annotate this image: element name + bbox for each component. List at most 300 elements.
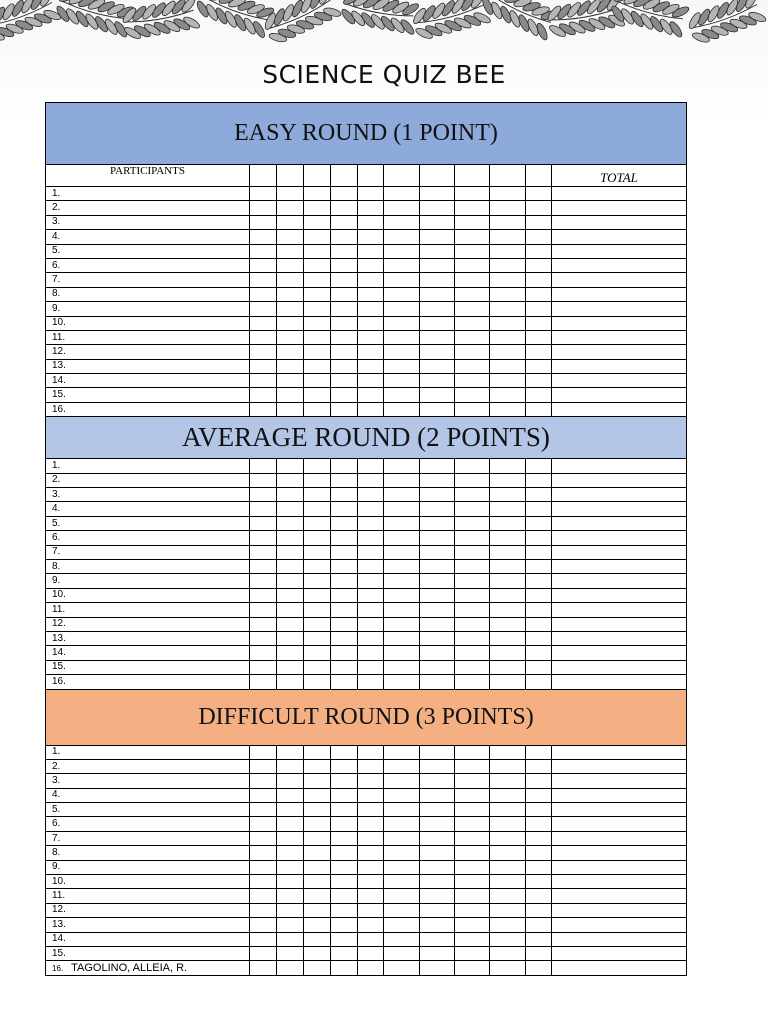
score-cell[interactable] [358, 559, 384, 573]
score-cell[interactable] [384, 345, 420, 359]
score-cell[interactable] [304, 374, 331, 388]
score-cell[interactable] [277, 660, 304, 674]
score-cell[interactable] [304, 918, 331, 932]
score-cell[interactable] [250, 473, 277, 487]
score-cell[interactable] [277, 603, 304, 617]
total-cell[interactable] [552, 359, 687, 373]
score-cell[interactable] [304, 201, 331, 215]
total-cell[interactable] [552, 345, 687, 359]
score-cell[interactable] [455, 903, 490, 917]
score-cell[interactable] [455, 860, 490, 874]
score-cell[interactable] [358, 903, 384, 917]
score-cell[interactable] [420, 903, 455, 917]
score-cell[interactable] [358, 788, 384, 802]
score-cell[interactable] [384, 559, 420, 573]
score-cell[interactable] [455, 388, 490, 402]
score-cell[interactable] [455, 502, 490, 516]
participant-name-cell[interactable] [46, 359, 250, 373]
score-cell[interactable] [304, 774, 331, 788]
total-cell[interactable] [552, 932, 687, 946]
score-cell[interactable] [420, 574, 455, 588]
score-cell[interactable] [490, 803, 526, 817]
score-cell[interactable] [277, 559, 304, 573]
score-cell[interactable] [420, 316, 455, 330]
score-cell[interactable] [420, 258, 455, 272]
participant-name-cell[interactable] [46, 946, 250, 960]
score-cell[interactable] [277, 831, 304, 845]
score-cell[interactable] [490, 831, 526, 845]
participant-name-cell[interactable] [46, 201, 250, 215]
score-cell[interactable] [277, 588, 304, 602]
score-cell[interactable] [384, 588, 420, 602]
participant-name-cell[interactable] [46, 488, 250, 502]
score-cell[interactable] [358, 774, 384, 788]
score-cell[interactable] [277, 345, 304, 359]
score-cell[interactable] [526, 660, 552, 674]
score-cell[interactable] [384, 759, 420, 773]
score-cell[interactable] [490, 287, 526, 301]
total-cell[interactable] [552, 617, 687, 631]
score-cell[interactable] [250, 230, 277, 244]
score-cell[interactable] [490, 316, 526, 330]
score-cell[interactable] [358, 660, 384, 674]
score-cell[interactable] [331, 875, 358, 889]
score-cell[interactable] [420, 932, 455, 946]
score-cell[interactable] [277, 302, 304, 316]
score-cell[interactable] [250, 788, 277, 802]
score-cell[interactable] [277, 631, 304, 645]
total-cell[interactable] [552, 316, 687, 330]
score-cell[interactable] [455, 932, 490, 946]
total-cell[interactable] [552, 588, 687, 602]
score-cell[interactable] [331, 215, 358, 229]
score-cell[interactable] [490, 201, 526, 215]
score-cell[interactable] [277, 574, 304, 588]
score-cell[interactable] [490, 745, 526, 759]
score-cell[interactable] [420, 402, 455, 416]
score-cell[interactable] [358, 330, 384, 344]
score-cell[interactable] [331, 258, 358, 272]
score-cell[interactable] [304, 531, 331, 545]
score-cell[interactable] [250, 817, 277, 831]
score-cell[interactable] [250, 903, 277, 917]
score-cell[interactable] [277, 516, 304, 530]
score-cell[interactable] [331, 603, 358, 617]
participant-name-cell[interactable] [46, 516, 250, 530]
score-cell[interactable] [490, 875, 526, 889]
score-cell[interactable] [455, 603, 490, 617]
participant-name-cell[interactable] [46, 302, 250, 316]
score-cell[interactable] [384, 745, 420, 759]
score-cell[interactable] [420, 559, 455, 573]
score-cell[interactable] [277, 774, 304, 788]
score-cell[interactable] [304, 187, 331, 201]
score-cell[interactable] [358, 345, 384, 359]
score-cell[interactable] [526, 402, 552, 416]
score-cell[interactable] [420, 531, 455, 545]
total-cell[interactable] [552, 330, 687, 344]
score-cell[interactable] [490, 230, 526, 244]
score-cell[interactable] [455, 244, 490, 258]
score-cell[interactable] [526, 201, 552, 215]
participant-name-cell[interactable] [46, 903, 250, 917]
score-cell[interactable] [455, 946, 490, 960]
score-cell[interactable] [526, 287, 552, 301]
total-cell[interactable] [552, 846, 687, 860]
score-cell[interactable] [331, 187, 358, 201]
score-cell[interactable] [384, 646, 420, 660]
score-cell[interactable] [384, 603, 420, 617]
participant-name-cell[interactable] [46, 388, 250, 402]
score-cell[interactable] [250, 889, 277, 903]
score-cell[interactable] [277, 817, 304, 831]
score-cell[interactable] [384, 903, 420, 917]
total-cell[interactable] [552, 875, 687, 889]
score-cell[interactable] [250, 875, 277, 889]
score-cell[interactable] [526, 803, 552, 817]
score-cell[interactable] [331, 459, 358, 473]
score-cell[interactable] [304, 588, 331, 602]
participant-name-cell[interactable] [46, 531, 250, 545]
total-cell[interactable] [552, 488, 687, 502]
score-cell[interactable] [358, 473, 384, 487]
participant-name-cell[interactable] [46, 502, 250, 516]
participant-name-cell[interactable] [46, 574, 250, 588]
score-cell[interactable] [455, 961, 490, 975]
score-cell[interactable] [384, 788, 420, 802]
score-cell[interactable] [526, 631, 552, 645]
score-cell[interactable] [490, 817, 526, 831]
score-cell[interactable] [455, 330, 490, 344]
score-cell[interactable] [384, 187, 420, 201]
score-cell[interactable] [526, 774, 552, 788]
score-cell[interactable] [526, 531, 552, 545]
score-cell[interactable] [331, 273, 358, 287]
score-cell[interactable] [490, 374, 526, 388]
score-cell[interactable] [455, 545, 490, 559]
score-cell[interactable] [420, 273, 455, 287]
score-cell[interactable] [277, 745, 304, 759]
score-cell[interactable] [304, 660, 331, 674]
score-cell[interactable] [384, 287, 420, 301]
score-cell[interactable] [384, 803, 420, 817]
score-cell[interactable] [277, 258, 304, 272]
score-cell[interactable] [455, 759, 490, 773]
score-cell[interactable] [384, 201, 420, 215]
participant-name-cell[interactable] [46, 287, 250, 301]
score-cell[interactable] [420, 875, 455, 889]
score-cell[interactable] [250, 932, 277, 946]
score-cell[interactable] [420, 675, 455, 689]
total-cell[interactable] [552, 603, 687, 617]
score-cell[interactable] [277, 316, 304, 330]
score-cell[interactable] [526, 946, 552, 960]
score-cell[interactable] [304, 473, 331, 487]
score-cell[interactable] [526, 187, 552, 201]
score-cell[interactable] [490, 574, 526, 588]
score-cell[interactable] [420, 459, 455, 473]
score-cell[interactable] [277, 889, 304, 903]
score-cell[interactable] [490, 215, 526, 229]
score-cell[interactable] [358, 817, 384, 831]
score-cell[interactable] [277, 788, 304, 802]
score-cell[interactable] [358, 187, 384, 201]
score-cell[interactable] [304, 846, 331, 860]
score-cell[interactable] [384, 302, 420, 316]
score-cell[interactable] [490, 402, 526, 416]
participant-name-cell[interactable] [46, 803, 250, 817]
score-cell[interactable] [490, 918, 526, 932]
total-cell[interactable] [552, 402, 687, 416]
score-cell[interactable] [277, 273, 304, 287]
score-cell[interactable] [526, 745, 552, 759]
participant-name-cell[interactable] [46, 258, 250, 272]
score-cell[interactable] [304, 617, 331, 631]
score-cell[interactable] [277, 903, 304, 917]
score-cell[interactable] [420, 788, 455, 802]
score-cell[interactable] [358, 359, 384, 373]
score-cell[interactable] [358, 588, 384, 602]
score-cell[interactable] [331, 345, 358, 359]
score-cell[interactable] [420, 860, 455, 874]
score-cell[interactable] [331, 932, 358, 946]
score-cell[interactable] [304, 545, 331, 559]
score-cell[interactable] [331, 559, 358, 573]
score-cell[interactable] [420, 660, 455, 674]
score-cell[interactable] [384, 531, 420, 545]
score-cell[interactable] [526, 516, 552, 530]
score-cell[interactable] [455, 875, 490, 889]
score-cell[interactable] [455, 559, 490, 573]
score-cell[interactable] [420, 187, 455, 201]
score-cell[interactable] [420, 374, 455, 388]
score-cell[interactable] [455, 187, 490, 201]
score-cell[interactable] [250, 759, 277, 773]
participant-name-cell[interactable] [46, 788, 250, 802]
participant-name-cell[interactable] [46, 559, 250, 573]
participant-name-cell[interactable] [46, 759, 250, 773]
score-cell[interactable] [420, 502, 455, 516]
total-cell[interactable] [552, 559, 687, 573]
score-cell[interactable] [250, 187, 277, 201]
total-cell[interactable] [552, 574, 687, 588]
score-cell[interactable] [250, 675, 277, 689]
total-cell[interactable] [552, 545, 687, 559]
score-cell[interactable] [420, 201, 455, 215]
score-cell[interactable] [490, 660, 526, 674]
score-cell[interactable] [384, 459, 420, 473]
score-cell[interactable] [304, 244, 331, 258]
score-cell[interactable] [526, 215, 552, 229]
score-cell[interactable] [358, 531, 384, 545]
total-cell[interactable] [552, 759, 687, 773]
score-cell[interactable] [455, 273, 490, 287]
score-cell[interactable] [331, 803, 358, 817]
score-cell[interactable] [455, 831, 490, 845]
score-cell[interactable] [490, 516, 526, 530]
score-cell[interactable] [420, 545, 455, 559]
participant-name-cell[interactable] [46, 545, 250, 559]
score-cell[interactable] [455, 774, 490, 788]
score-cell[interactable] [384, 488, 420, 502]
score-cell[interactable] [490, 473, 526, 487]
score-cell[interactable] [277, 961, 304, 975]
score-cell[interactable] [331, 617, 358, 631]
score-cell[interactable] [420, 388, 455, 402]
score-cell[interactable] [490, 603, 526, 617]
score-cell[interactable] [455, 374, 490, 388]
score-cell[interactable] [384, 660, 420, 674]
score-cell[interactable] [358, 860, 384, 874]
score-cell[interactable] [455, 473, 490, 487]
score-cell[interactable] [331, 903, 358, 917]
score-cell[interactable] [420, 759, 455, 773]
participant-name-cell[interactable] [46, 875, 250, 889]
total-cell[interactable] [552, 860, 687, 874]
participant-name-cell[interactable] [46, 330, 250, 344]
score-cell[interactable] [250, 459, 277, 473]
score-cell[interactable] [420, 588, 455, 602]
score-cell[interactable] [526, 258, 552, 272]
score-cell[interactable] [250, 316, 277, 330]
score-cell[interactable] [455, 803, 490, 817]
score-cell[interactable] [331, 831, 358, 845]
participant-name-cell[interactable] [46, 215, 250, 229]
score-cell[interactable] [455, 788, 490, 802]
score-cell[interactable] [526, 330, 552, 344]
score-cell[interactable] [455, 488, 490, 502]
score-cell[interactable] [331, 788, 358, 802]
participant-name-cell[interactable] [46, 273, 250, 287]
participant-name-cell[interactable] [46, 831, 250, 845]
total-cell[interactable] [552, 473, 687, 487]
score-cell[interactable] [331, 302, 358, 316]
score-cell[interactable] [304, 875, 331, 889]
score-cell[interactable] [304, 946, 331, 960]
score-cell[interactable] [304, 459, 331, 473]
total-cell[interactable] [552, 646, 687, 660]
score-cell[interactable] [331, 359, 358, 373]
total-cell[interactable] [552, 459, 687, 473]
score-cell[interactable] [490, 946, 526, 960]
score-cell[interactable] [331, 244, 358, 258]
total-cell[interactable] [552, 531, 687, 545]
score-cell[interactable] [384, 932, 420, 946]
score-cell[interactable] [455, 918, 490, 932]
score-cell[interactable] [490, 860, 526, 874]
score-cell[interactable] [384, 946, 420, 960]
score-cell[interactable] [331, 588, 358, 602]
score-cell[interactable] [526, 932, 552, 946]
score-cell[interactable] [250, 488, 277, 502]
score-cell[interactable] [331, 774, 358, 788]
participant-name-cell[interactable] [46, 588, 250, 602]
score-cell[interactable] [420, 359, 455, 373]
score-cell[interactable] [384, 774, 420, 788]
score-cell[interactable] [358, 617, 384, 631]
score-cell[interactable] [490, 932, 526, 946]
score-cell[interactable] [420, 603, 455, 617]
score-cell[interactable] [455, 258, 490, 272]
score-cell[interactable] [526, 646, 552, 660]
score-cell[interactable] [420, 946, 455, 960]
score-cell[interactable] [277, 875, 304, 889]
score-cell[interactable] [277, 473, 304, 487]
score-cell[interactable] [358, 516, 384, 530]
score-cell[interactable] [277, 617, 304, 631]
score-cell[interactable] [384, 388, 420, 402]
score-cell[interactable] [250, 516, 277, 530]
score-cell[interactable] [358, 215, 384, 229]
participant-name-cell[interactable] [46, 473, 250, 487]
score-cell[interactable] [277, 759, 304, 773]
score-cell[interactable] [420, 745, 455, 759]
score-cell[interactable] [490, 759, 526, 773]
score-cell[interactable] [526, 302, 552, 316]
score-cell[interactable] [358, 244, 384, 258]
score-cell[interactable] [420, 961, 455, 975]
score-cell[interactable] [455, 359, 490, 373]
score-cell[interactable] [420, 918, 455, 932]
score-cell[interactable] [358, 502, 384, 516]
score-cell[interactable] [384, 258, 420, 272]
score-cell[interactable] [250, 774, 277, 788]
total-cell[interactable] [552, 675, 687, 689]
total-cell[interactable] [552, 388, 687, 402]
score-cell[interactable] [277, 459, 304, 473]
score-cell[interactable] [384, 961, 420, 975]
participant-name-cell[interactable] [46, 961, 250, 975]
score-cell[interactable] [420, 345, 455, 359]
score-cell[interactable] [277, 545, 304, 559]
score-cell[interactable] [304, 803, 331, 817]
score-cell[interactable] [455, 817, 490, 831]
score-cell[interactable] [420, 617, 455, 631]
score-cell[interactable] [384, 502, 420, 516]
score-cell[interactable] [490, 273, 526, 287]
score-cell[interactable] [384, 273, 420, 287]
score-cell[interactable] [304, 559, 331, 573]
score-cell[interactable] [304, 646, 331, 660]
score-cell[interactable] [490, 187, 526, 201]
score-cell[interactable] [455, 745, 490, 759]
participant-name-cell[interactable] [46, 187, 250, 201]
score-cell[interactable] [250, 831, 277, 845]
score-cell[interactable] [455, 531, 490, 545]
score-cell[interactable] [358, 675, 384, 689]
score-cell[interactable] [455, 889, 490, 903]
score-cell[interactable] [304, 675, 331, 689]
score-cell[interactable] [526, 918, 552, 932]
score-cell[interactable] [490, 244, 526, 258]
score-cell[interactable] [358, 831, 384, 845]
score-cell[interactable] [250, 803, 277, 817]
score-cell[interactable] [304, 488, 331, 502]
score-cell[interactable] [526, 675, 552, 689]
score-cell[interactable] [250, 946, 277, 960]
score-cell[interactable] [277, 946, 304, 960]
score-cell[interactable] [420, 473, 455, 487]
score-cell[interactable] [526, 617, 552, 631]
score-cell[interactable] [526, 889, 552, 903]
score-cell[interactable] [304, 745, 331, 759]
score-cell[interactable] [420, 330, 455, 344]
score-cell[interactable] [358, 287, 384, 301]
participant-name-cell[interactable] [46, 402, 250, 416]
score-cell[interactable] [250, 359, 277, 373]
score-cell[interactable] [277, 215, 304, 229]
score-cell[interactable] [384, 244, 420, 258]
